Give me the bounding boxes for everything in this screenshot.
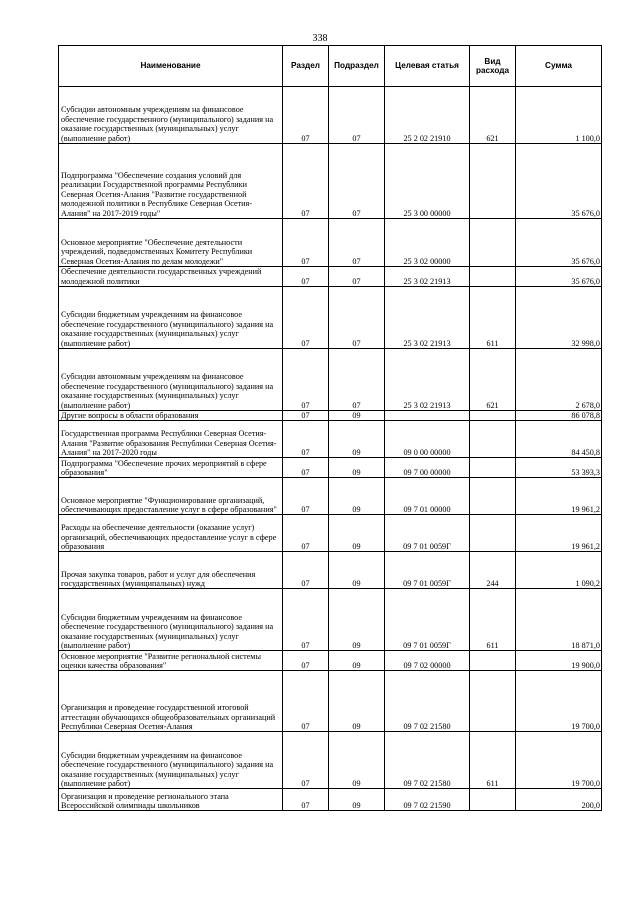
row-kind: 244 xyxy=(470,552,516,589)
row-subsection: 07 xyxy=(329,267,385,287)
row-sum: 53 393,3 xyxy=(516,458,602,478)
row-sum: 19 700,0 xyxy=(516,732,602,789)
row-subsection: 07 xyxy=(329,87,385,144)
table-row xyxy=(59,87,602,144)
table-row xyxy=(59,732,602,789)
row-name: Обеспечение деятельности государственных учреждений молодежной политики xyxy=(59,267,283,287)
row-target: 25 3 02 21913 xyxy=(385,267,470,287)
row-kind xyxy=(470,671,516,732)
row-kind: 621 xyxy=(470,87,516,144)
row-subsection: 09 xyxy=(329,552,385,589)
row-target: 09 0 00 00000 xyxy=(385,421,470,458)
row-section: 07 xyxy=(283,411,329,421)
row-target xyxy=(385,411,470,421)
row-name: Государственная программа Республики Северная Осетия-Алания "Развитие образования Республики Северная Осетия-Алания" на 2017-2020 годы xyxy=(59,421,283,458)
row-sum: 35 676,0 xyxy=(516,219,602,267)
row-sum: 19 900,0 xyxy=(516,651,602,671)
row-subsection: 09 xyxy=(329,515,385,552)
table-body xyxy=(59,87,602,811)
row-kind xyxy=(470,651,516,671)
row-name: Другие вопросы в области образования xyxy=(59,411,283,421)
table-row xyxy=(59,515,602,552)
row-name: Расходы на обеспечение деятельности (оказание услуг) организаций, обеспечивающих предоставление услуг в сфере образования xyxy=(59,515,283,552)
row-sum: 35 676,0 xyxy=(516,144,602,219)
row-sum: 86 078,8 xyxy=(516,411,602,421)
row-name: Подпрограмма "Обеспечение создания условий для реализации Государственной программы Республики Северная Осетия-Алания "Развитие государственной молодежной политики в Республике Северная Осетия-Алания" на 2017-2019 годы" xyxy=(59,144,283,219)
row-sum: 19 961,2 xyxy=(516,478,602,515)
table-row xyxy=(59,789,602,811)
table-header-row xyxy=(59,46,602,87)
table-row xyxy=(59,458,602,478)
row-section: 07 xyxy=(283,589,329,651)
header-section: Раздел xyxy=(283,46,329,87)
row-kind: 611 xyxy=(470,589,516,651)
row-subsection: 09 xyxy=(329,411,385,421)
row-target: 25 3 02 21913 xyxy=(385,349,470,411)
row-section: 07 xyxy=(283,732,329,789)
row-kind: 621 xyxy=(470,349,516,411)
row-name: Субсидии автономным учреждениям на финансовое обеспечение государственного (муниципального) задания на оказание государственных (муниципальных) услуг (выполнение работ) xyxy=(59,349,283,411)
row-target: 25 3 00 00000 xyxy=(385,144,470,219)
row-name: Прочая закупка товаров, работ и услуг для обеспечения государственных (муниципальных) нужд xyxy=(59,552,283,589)
header-target: Целевая статья xyxy=(385,46,470,87)
row-name: Субсидии автономным учреждениям на финансовое обеспечение государственного (муниципального) задания на оказание государственных (муниципальных) услуг (выполнение работ) xyxy=(59,87,283,144)
row-subsection: 09 xyxy=(329,789,385,811)
page-number: 338 xyxy=(312,33,328,44)
row-sum: 18 871,0 xyxy=(516,589,602,651)
table-row xyxy=(59,552,602,589)
row-name: Основное мероприятие "Обеспечение деятельности учреждений, подведомственных Комитету Республики Северная Осетия-Алания по делам молодежи" xyxy=(59,219,283,267)
row-kind xyxy=(470,515,516,552)
row-section: 07 xyxy=(283,651,329,671)
row-subsection: 09 xyxy=(329,732,385,789)
header-sum: Сумма xyxy=(516,46,602,87)
row-subsection: 09 xyxy=(329,458,385,478)
table-row xyxy=(59,651,602,671)
row-subsection: 09 xyxy=(329,478,385,515)
table-row xyxy=(59,349,602,411)
row-kind: 611 xyxy=(470,732,516,789)
row-section: 07 xyxy=(283,144,329,219)
row-sum: 35 676,0 xyxy=(516,267,602,287)
row-section: 07 xyxy=(283,421,329,458)
row-section: 07 xyxy=(283,349,329,411)
row-section: 07 xyxy=(283,458,329,478)
table-row xyxy=(59,144,602,219)
row-name: Субсидии бюджетным учреждениям на финансовое обеспечение государственного (муниципального) задания на оказание государственных (муниципальных) услуг (выполнение работ) xyxy=(59,287,283,349)
table-row xyxy=(59,478,602,515)
row-sum: 1 100,0 xyxy=(516,87,602,144)
table-row xyxy=(59,411,602,421)
row-sum: 2 678,0 xyxy=(516,349,602,411)
row-subsection: 07 xyxy=(329,287,385,349)
row-kind: 611 xyxy=(470,287,516,349)
row-target: 09 7 01 00000 xyxy=(385,478,470,515)
row-name: Основное мероприятие "Функционирование организаций, обеспечивающих предоставление услуг в сфере образования" xyxy=(59,478,283,515)
table-row xyxy=(59,287,602,349)
row-subsection: 09 xyxy=(329,671,385,732)
row-target: 09 7 02 21580 xyxy=(385,732,470,789)
row-target: 09 7 00 00000 xyxy=(385,458,470,478)
row-kind xyxy=(470,144,516,219)
row-kind xyxy=(470,478,516,515)
row-sum: 84 450,8 xyxy=(516,421,602,458)
table-row xyxy=(59,421,602,458)
row-sum: 19 700,0 xyxy=(516,671,602,732)
header-kind: Вид расхода xyxy=(470,46,516,87)
row-kind xyxy=(470,421,516,458)
table-row xyxy=(59,267,602,287)
table-row xyxy=(59,219,602,267)
row-sum: 200,0 xyxy=(516,789,602,811)
row-kind xyxy=(470,789,516,811)
row-section: 07 xyxy=(283,478,329,515)
row-name: Подпрограмма "Обеспечение прочих мероприятий в сфере образования" xyxy=(59,458,283,478)
row-sum: 32 998,0 xyxy=(516,287,602,349)
row-target: 25 3 02 21913 xyxy=(385,287,470,349)
row-target: 09 7 02 00000 xyxy=(385,651,470,671)
row-section: 07 xyxy=(283,87,329,144)
row-section: 07 xyxy=(283,287,329,349)
row-target: 09 7 01 0059Г xyxy=(385,552,470,589)
row-subsection: 09 xyxy=(329,421,385,458)
row-target: 09 7 02 21580 xyxy=(385,671,470,732)
row-target: 25 3 02 00000 xyxy=(385,219,470,267)
row-section: 07 xyxy=(283,552,329,589)
row-subsection: 07 xyxy=(329,144,385,219)
row-kind xyxy=(470,219,516,267)
row-name: Субсидии бюджетным учреждениям на финансовое обеспечение государственного (муниципального) задания на оказание государственных (муниципальных) услуг (выполнение работ) xyxy=(59,732,283,789)
row-name: Организация и проведение государственной итоговой аттестации обучающихся общеобразовательных организаций Республики Северная Осетия-Алания xyxy=(59,671,283,732)
row-section: 07 xyxy=(283,671,329,732)
row-kind xyxy=(470,411,516,421)
row-subsection: 09 xyxy=(329,651,385,671)
row-kind xyxy=(470,267,516,287)
table-row xyxy=(59,589,602,651)
row-target: 25 2 02 21910 xyxy=(385,87,470,144)
budget-table xyxy=(58,45,602,811)
header-subsection: Подраздел xyxy=(329,46,385,87)
row-name: Организация и проведение регионального этапа Всероссийской олимпиады школьников xyxy=(59,789,283,811)
row-subsection: 09 xyxy=(329,589,385,651)
row-sum: 1 090,2 xyxy=(516,552,602,589)
row-kind xyxy=(470,458,516,478)
row-name: Основное мероприятие "Развитие региональной системы оценки качества образования" xyxy=(59,651,283,671)
row-section: 07 xyxy=(283,789,329,811)
row-subsection: 07 xyxy=(329,219,385,267)
row-target: 09 7 02 21590 xyxy=(385,789,470,811)
row-name: Субсидии бюджетным учреждениям на финансовое обеспечение государственного (муниципального) задания на оказание государственных (муниципальных) услуг (выполнение работ) xyxy=(59,589,283,651)
row-target: 09 7 01 0059Г xyxy=(385,589,470,651)
row-section: 07 xyxy=(283,267,329,287)
table-row xyxy=(59,671,602,732)
row-section: 07 xyxy=(283,219,329,267)
row-section: 07 xyxy=(283,515,329,552)
header-name: Наименование xyxy=(59,46,283,87)
row-target: 09 7 01 0059Г xyxy=(385,515,470,552)
row-sum: 19 961,2 xyxy=(516,515,602,552)
row-subsection: 07 xyxy=(329,349,385,411)
